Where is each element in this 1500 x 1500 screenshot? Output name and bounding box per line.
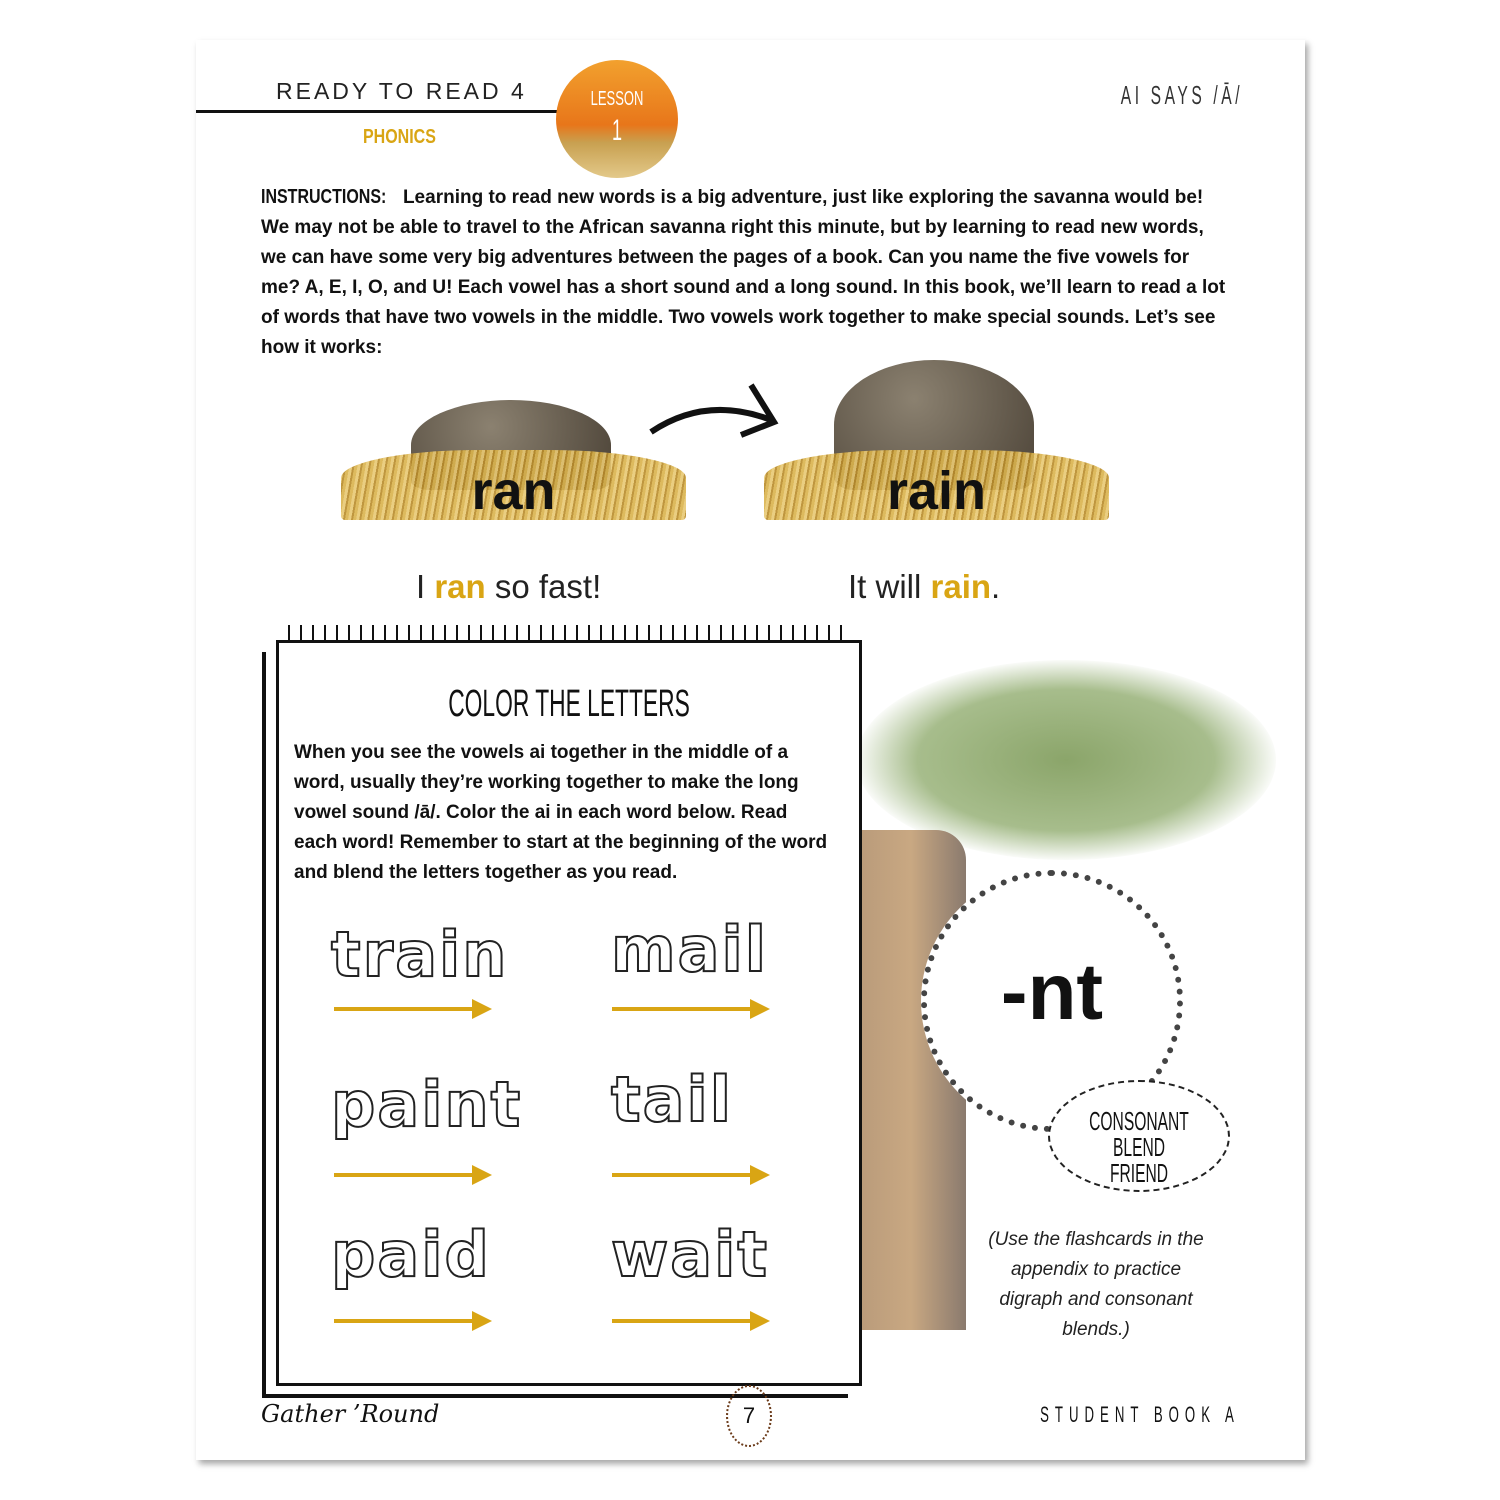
read-arrow-icon xyxy=(612,1319,762,1323)
read-arrow-icon xyxy=(334,1319,484,1323)
bubble-line: CONSONANT xyxy=(1089,1106,1189,1136)
practice-word[interactable]: train xyxy=(331,918,509,991)
bubble-text xyxy=(1086,1108,1193,1186)
flashcard-note: (Use the flashcards in the appendix to practice digraph and consonant blends.) xyxy=(988,1229,1204,1340)
bubble-line: BLEND FRIEND xyxy=(1109,1132,1169,1188)
speech-bubble xyxy=(1048,1080,1230,1192)
practice-word[interactable]: mail xyxy=(611,913,768,986)
brand-logo: Gather ’Round xyxy=(261,1400,440,1428)
instructions-text: Learning to read new words is a big adventure, just like exploring the savanna would be! We may not be able to travel to the African savanna right this minute, but by learning to read new words, we can have some very big adventures between the pages of a book. Can you name the five vowels for me? A, E, I, O, and U! Each vowel has a short sound and a long sound. In this book, we’ll learn to read a lot of words that have two vowels in the middle. Two vowels work together to make special sounds. Let’s see how it works: xyxy=(261,187,1226,358)
example-ran-illustration xyxy=(341,400,686,520)
example-sentence xyxy=(848,568,1000,606)
worksheet-page xyxy=(196,40,1305,1460)
example-word: rain xyxy=(886,461,987,521)
example-rain-illustration xyxy=(764,360,1109,520)
practice-word[interactable]: tail xyxy=(611,1063,733,1136)
sentence-text: . xyxy=(991,568,1001,605)
example-sentence xyxy=(416,568,601,606)
sentence-text: so fast! xyxy=(485,568,602,605)
series-title: READY TO READ 4 xyxy=(276,78,527,104)
instructions xyxy=(261,182,1231,363)
read-arrow-icon xyxy=(612,1173,762,1177)
lesson-badge xyxy=(556,60,678,178)
sentence-highlight: ran xyxy=(434,568,486,605)
read-arrow-icon xyxy=(612,1007,762,1011)
practice-word[interactable]: paid xyxy=(331,1218,491,1291)
activity-title: COLOR THE LETTERS xyxy=(448,683,690,725)
example-word: ran xyxy=(471,461,556,521)
sentence-text: It will xyxy=(848,568,931,605)
sentence-text: I xyxy=(416,568,435,605)
lesson-label: LESSON xyxy=(590,88,644,110)
sentence-highlight: rain xyxy=(930,568,992,605)
blend-text: -nt xyxy=(1000,947,1104,1036)
practice-word[interactable]: wait xyxy=(611,1218,770,1291)
read-arrow-icon xyxy=(334,1173,484,1177)
header-rule xyxy=(196,110,566,113)
subject-label: PHONICS xyxy=(363,126,436,148)
lesson-number: 1 xyxy=(611,114,623,147)
practice-word[interactable]: paint xyxy=(331,1068,523,1141)
notebook-activity xyxy=(276,640,862,1386)
instructions-label: INSTRUCTIONS: xyxy=(261,186,387,208)
page-number: 7 xyxy=(726,1385,772,1447)
read-arrow-icon xyxy=(334,1007,484,1011)
book-label: STUDENT BOOK A xyxy=(1040,1402,1240,1427)
activity-instructions: When you see the vowels ai together in the middle of a word, usually they’re working together to make the long vowel sound /ā/. Color the ai in each word below. Read each word! Remember to start at the beginning of the word and blend the letters together as you read. xyxy=(294,742,828,883)
lesson-topic: AI SAYS /Ā/ xyxy=(1120,80,1243,110)
